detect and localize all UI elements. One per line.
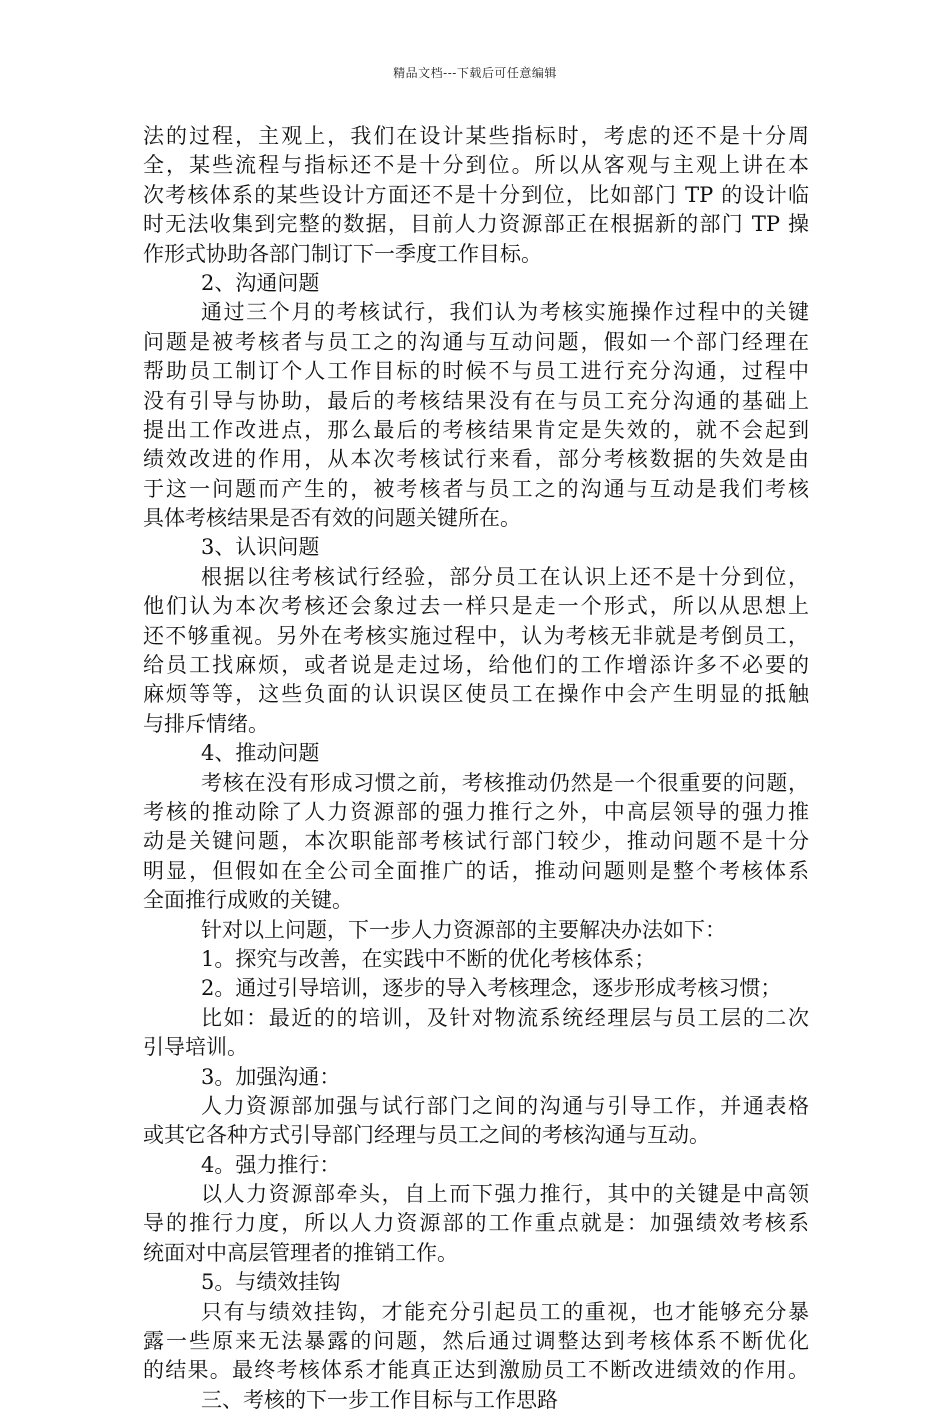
text-line: 全，某些流程与指标还不是十分到位。所以从客观与主观上讲在本 [143,153,809,178]
text-line: 以人力资源部牵头，自上而下强力推行，其中的关键是中高领 [201,1182,809,1207]
text-line: 5。与绩效挂钩 [201,1270,341,1295]
text-line: 考核的推动除了人力资源部的强力推行之外，中高层领导的强力推 [143,799,809,824]
text-line: 次考核体系的某些设计方面还不是十分到位，比如部门 TP 的设计临 [143,182,809,207]
text-line: 麻烦等等，这些负面的认识误区使员工在操作中会产生明显的抵触 [143,682,809,707]
text-line: 还不够重视。另外在考核实施过程中，认为考核无非就是考倒员工， [143,623,809,648]
text-line: 或其它各种方式引导部门经理与员工之间的考核沟通与互动。 [143,1123,710,1148]
text-line: 作形式协助各部门制订下一季度工作目标。 [143,241,542,266]
text-line: 2、沟通问题 [201,270,320,295]
text-line: 提出工作改进点，那么最后的考核结果肯定是失效的，就不会起到 [143,417,809,442]
text-line: 2。通过引导培训，逐步的导入考核理念，逐步形成考核习惯； [201,976,782,1001]
text-line: 只有与绩效挂钩，才能充分引起员工的重视，也才能够充分暴 [201,1299,809,1324]
text-line: 1。探究与改善，在实践中不断的优化考核体系； [201,946,656,971]
text-line: 帮助员工制订个人工作目标的时候不与员工进行充分沟通，过程中 [143,359,809,384]
text-line: 针对以上问题，下一步人力资源部的主要解决办法如下： [201,917,726,942]
text-line: 动是关键问题，本次职能部考核试行部门较少，推动问题不是十分 [143,829,809,854]
text-line: 3、认识问题 [201,535,320,560]
text-line: 与排斥情绪。 [143,711,269,736]
document-body [143,122,809,1415]
text-line: 时无法收集到完整的数据，目前人力资源部正在根据新的部门 TP 操 [143,212,809,237]
text-line: 导的推行力度，所以人力资源部的工作重点就是：加强绩效考核系 [143,1211,809,1236]
text-line: 考核在没有形成习惯之前，考核推动仍然是一个很重要的问题， [201,770,809,795]
text-line: 问题是被考核者与员工之的沟通与互动问题，假如一个部门经理在 [143,329,809,354]
text-line: 根据以往考核试行经验，部分员工在认识上还不是十分到位， [201,564,809,589]
text-line: 绩效改进的作用，从本次考核试行来看，部分考核数据的失效是由 [143,447,809,472]
text-line: 的结果。最终考核体系才能真正达到激励员工不断改进绩效的作用。 [143,1358,809,1383]
page-header: 精品文档---下载后可任意编辑 [393,66,557,80]
text-line: 露一些原来无法暴露的问题，然后通过调整达到考核体系不断优化 [143,1329,809,1354]
text-line: 比如：最近的的培训，及针对物流系统经理层与员工层的二次 [201,1005,809,1030]
text-line: 给员工找麻烦，或者说是走过场，给他们的工作增添许多不必要的 [143,653,809,678]
text-line: 他们认为本次考核还会象过去一样只是走一个形式，所以从思想上 [143,594,809,619]
text-line: 4、推动问题 [201,741,320,766]
text-line: 具体考核结果是否有效的问题关键所在。 [143,506,521,531]
text-line: 于这一问题而产生的，被考核者与员工之的沟通与互动是我们考核 [143,476,809,501]
text-line: 全面推行成败的关键。 [143,888,353,913]
text-line: 统面对中高层管理者的推销工作。 [143,1240,458,1265]
text-line: 法的过程，主观上，我们在设计某些指标时，考虑的还不是十分周 [143,124,809,148]
text-line: 通过三个月的考核试行，我们认为考核实施操作过程中的关键 [201,300,809,325]
text-line: 引导培训。 [143,1035,248,1060]
text-line: 4。强力推行： [201,1152,341,1177]
text-line: 没有引导与协助，最后的考核结果没有在与员工充分沟通的基础上 [143,388,809,413]
text-line: 三、考核的下一步工作目标与工作思路 [201,1387,558,1412]
text-line: 3。加强沟通： [201,1064,341,1089]
text-line: 明显，但假如在全公司全面推广的话，推动问题则是整个考核体系 [143,858,809,883]
text-line: 人力资源部加强与试行部门之间的沟通与引导工作，并通表格 [201,1093,809,1118]
